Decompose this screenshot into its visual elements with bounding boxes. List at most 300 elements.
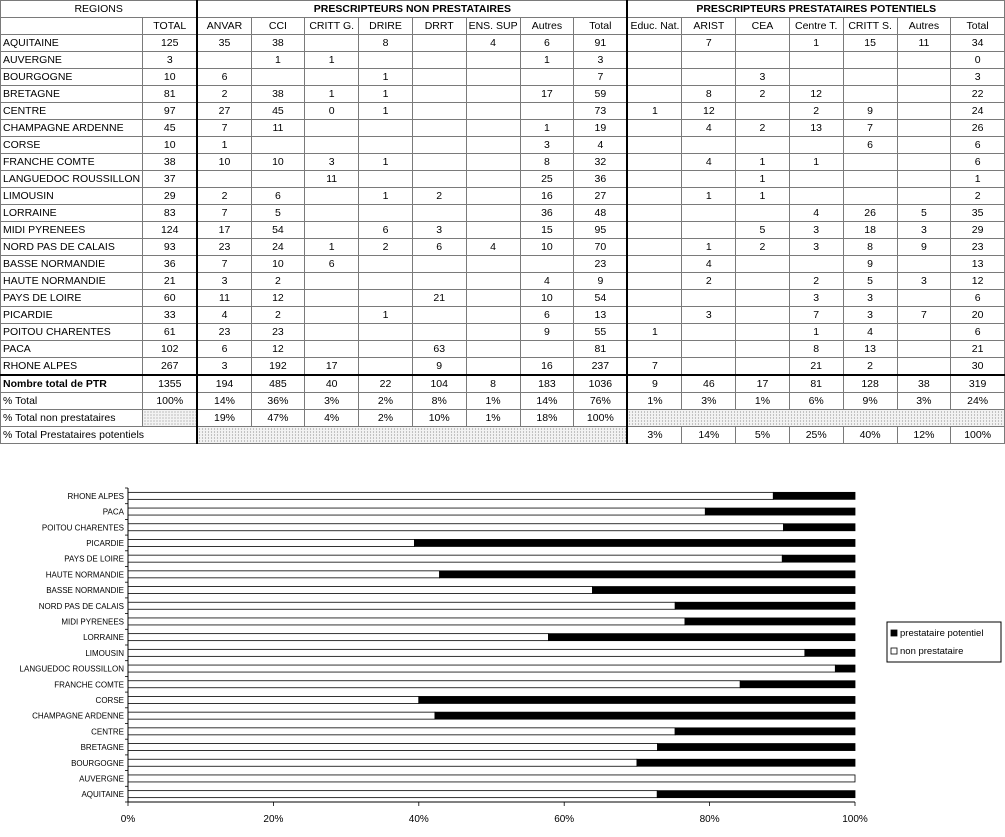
x-tick-label: 0% <box>120 814 136 825</box>
total-cell: 61 <box>143 324 198 341</box>
value-cell: 8 <box>843 239 897 256</box>
total-cell: 83 <box>143 205 198 222</box>
region-name-cell: HAUTE NORMANDIE <box>1 273 143 290</box>
value-cell: 17 <box>520 86 574 103</box>
column-header-pp: Educ. Nat. <box>627 18 682 35</box>
table-row <box>1 307 1005 324</box>
value-cell: 100% <box>574 410 628 427</box>
total-cell: 10 <box>143 137 198 154</box>
value-cell: 4 <box>466 239 520 256</box>
category-label: BOURGOGNE <box>71 758 124 768</box>
table-row <box>1 35 1005 52</box>
value-cell: 7 <box>682 35 736 52</box>
bar-non-prestataire <box>128 539 414 546</box>
bar-non-prestataire <box>128 696 419 703</box>
value-cell: 2 <box>736 120 790 137</box>
value-cell: 8 <box>466 375 520 393</box>
value-cell: 6 <box>951 154 1005 171</box>
value-cell: 9 <box>412 358 466 376</box>
value-cell: 12 <box>789 86 843 103</box>
value-cell <box>736 324 790 341</box>
value-cell: 10 <box>197 154 251 171</box>
bar-non-prestataire <box>128 618 685 625</box>
bar-non-prestataire <box>128 681 740 688</box>
value-cell: 54 <box>574 290 628 307</box>
value-cell <box>627 52 682 69</box>
value-cell: 9 <box>627 375 682 393</box>
value-cell <box>789 69 843 86</box>
value-cell: 27 <box>574 188 628 205</box>
value-cell <box>682 205 736 222</box>
value-cell: 1 <box>951 171 1005 188</box>
table-row <box>1 341 1005 358</box>
value-cell: 95 <box>574 222 628 239</box>
total-cell: 45 <box>143 120 198 137</box>
value-cell: 23 <box>197 324 251 341</box>
table-row <box>1 120 1005 137</box>
value-cell <box>520 69 574 86</box>
value-cell: 46 <box>682 375 736 393</box>
value-cell <box>466 137 520 154</box>
total-cell: 33 <box>143 307 198 324</box>
value-cell: 1 <box>359 86 413 103</box>
legend-swatch-prestataire-potentiel <box>891 630 897 636</box>
value-cell <box>627 137 682 154</box>
legend-label: prestataire potentiel <box>900 628 984 639</box>
bar-prestataire-potentiel <box>805 649 855 656</box>
value-cell: 35 <box>197 35 251 52</box>
value-cell: 4 <box>843 324 897 341</box>
value-cell: 11 <box>897 35 951 52</box>
value-cell <box>305 273 359 290</box>
region-name-cell: NORD PAS DE CALAIS <box>1 239 143 256</box>
value-cell: 104 <box>412 375 466 393</box>
value-cell: 40% <box>843 427 897 444</box>
value-cell <box>627 307 682 324</box>
category-label: AQUITAINE <box>81 790 124 800</box>
value-cell: 2% <box>359 393 413 410</box>
value-cell <box>466 171 520 188</box>
value-cell <box>897 256 951 273</box>
value-cell: 24 <box>251 239 305 256</box>
bar-non-prestataire <box>128 571 440 578</box>
value-cell: 5 <box>251 205 305 222</box>
value-cell <box>412 137 466 154</box>
column-header-np: Autres <box>520 18 574 35</box>
value-cell <box>466 205 520 222</box>
value-cell <box>897 188 951 205</box>
bar-non-prestataire <box>128 587 592 594</box>
value-cell: 38 <box>897 375 951 393</box>
value-cell: 22 <box>359 375 413 393</box>
value-cell: 6 <box>251 188 305 205</box>
value-cell: 1% <box>627 393 682 410</box>
table-row <box>1 154 1005 171</box>
bar-prestataire-potentiel <box>685 618 855 625</box>
total-cell: 3 <box>143 52 198 69</box>
value-cell: 63 <box>412 341 466 358</box>
column-header-np: ENS. SUP <box>466 18 520 35</box>
value-cell: 6 <box>843 137 897 154</box>
value-cell <box>897 103 951 120</box>
value-cell: 24 <box>951 103 1005 120</box>
total-cell: 29 <box>143 188 198 205</box>
value-cell <box>897 324 951 341</box>
value-cell: 81 <box>789 375 843 393</box>
table-row <box>1 137 1005 154</box>
value-cell: 3 <box>897 273 951 290</box>
value-cell <box>897 52 951 69</box>
table-row <box>1 103 1005 120</box>
bar-prestataire-potentiel <box>548 634 855 641</box>
value-cell: 1 <box>197 137 251 154</box>
total-column-header: TOTAL <box>143 18 198 35</box>
value-cell <box>736 290 790 307</box>
value-cell: 9 <box>897 239 951 256</box>
value-cell: 0 <box>951 52 1005 69</box>
column-header-np: DRIRE <box>359 18 413 35</box>
value-cell: 6 <box>951 324 1005 341</box>
value-cell: 40 <box>305 375 359 393</box>
value-cell <box>251 137 305 154</box>
value-cell <box>897 120 951 137</box>
percent-total-row <box>1 393 1005 410</box>
value-cell: 6 <box>359 222 413 239</box>
value-cell: 7 <box>197 120 251 137</box>
value-cell <box>627 222 682 239</box>
value-cell: 21 <box>951 341 1005 358</box>
value-cell: 1 <box>359 307 413 324</box>
value-cell <box>897 290 951 307</box>
value-cell: 32 <box>574 154 628 171</box>
value-cell: 1% <box>466 393 520 410</box>
value-cell <box>359 341 413 358</box>
value-cell <box>736 256 790 273</box>
value-cell <box>412 103 466 120</box>
value-cell <box>736 103 790 120</box>
value-cell: 2 <box>251 273 305 290</box>
value-cell: 59 <box>574 86 628 103</box>
table-row <box>1 52 1005 69</box>
value-cell <box>682 341 736 358</box>
value-cell <box>466 324 520 341</box>
bar-prestataire-potentiel <box>705 508 855 515</box>
value-cell: 5 <box>897 205 951 222</box>
value-cell: 192 <box>251 358 305 376</box>
value-cell: 12 <box>951 273 1005 290</box>
value-cell: 3 <box>951 69 1005 86</box>
column-header-pp: Centre T. <box>789 18 843 35</box>
category-label: BASSE NORMANDIE <box>46 586 124 596</box>
value-cell <box>412 307 466 324</box>
value-cell <box>736 307 790 324</box>
column-header-np: Total <box>574 18 628 35</box>
value-cell: 48 <box>574 205 628 222</box>
value-cell: 4 <box>682 154 736 171</box>
table-row <box>1 239 1005 256</box>
value-cell: 9% <box>843 393 897 410</box>
bar-non-prestataire <box>128 775 855 782</box>
value-cell: 38 <box>251 35 305 52</box>
column-header-pp: ARIST <box>682 18 736 35</box>
total-cell: 125 <box>143 35 198 52</box>
value-cell: 10% <box>412 410 466 427</box>
value-cell <box>412 154 466 171</box>
value-cell: 2 <box>359 239 413 256</box>
value-cell <box>682 52 736 69</box>
value-cell: 6 <box>520 35 574 52</box>
bar-prestataire-potentiel <box>773 492 855 499</box>
total-cell: 10 <box>143 69 198 86</box>
value-cell <box>466 120 520 137</box>
bar-prestataire-potentiel <box>783 524 855 531</box>
table-row <box>1 69 1005 86</box>
value-cell: 36 <box>520 205 574 222</box>
value-cell: 9 <box>574 273 628 290</box>
value-cell <box>843 86 897 103</box>
bar-non-prestataire <box>128 744 658 751</box>
value-cell <box>359 171 413 188</box>
region-name-cell: PICARDIE <box>1 307 143 324</box>
bar-prestataire-potentiel <box>675 728 855 735</box>
value-cell: 2 <box>951 188 1005 205</box>
value-cell <box>682 358 736 376</box>
total-cell: 1355 <box>143 375 198 393</box>
value-cell: 3 <box>520 137 574 154</box>
region-name-cell: BOURGOGNE <box>1 69 143 86</box>
value-cell: 55 <box>574 324 628 341</box>
value-cell: 1 <box>736 188 790 205</box>
value-cell: 1 <box>305 239 359 256</box>
category-label: CHAMPAGNE ARDENNE <box>32 711 124 721</box>
value-cell: 17 <box>736 375 790 393</box>
value-cell <box>736 273 790 290</box>
value-cell <box>466 69 520 86</box>
table-row <box>1 256 1005 273</box>
hatched-cell <box>627 410 1004 427</box>
value-cell: 76% <box>574 393 628 410</box>
value-cell <box>627 205 682 222</box>
value-cell: 4 <box>682 120 736 137</box>
bar-non-prestataire <box>128 555 782 562</box>
value-cell: 14% <box>197 393 251 410</box>
value-cell: 18% <box>520 410 574 427</box>
value-cell <box>412 205 466 222</box>
column-header-np: CCI <box>251 18 305 35</box>
value-cell: 25% <box>789 427 843 444</box>
bar-prestataire-potentiel <box>419 696 855 703</box>
value-cell <box>305 222 359 239</box>
value-cell <box>897 154 951 171</box>
value-cell: 35 <box>951 205 1005 222</box>
value-cell <box>736 52 790 69</box>
value-cell: 7 <box>197 256 251 273</box>
region-name-cell: LORRAINE <box>1 205 143 222</box>
value-cell <box>627 35 682 52</box>
value-cell: 70 <box>574 239 628 256</box>
value-cell <box>466 256 520 273</box>
category-label: FRANCHE COMTE <box>54 680 124 690</box>
value-cell: 485 <box>251 375 305 393</box>
value-cell: 17 <box>305 358 359 376</box>
column-header-pp: CEA <box>736 18 790 35</box>
value-cell: 10 <box>251 256 305 273</box>
value-cell: 73 <box>574 103 628 120</box>
value-cell: 3 <box>789 239 843 256</box>
percent-total-label: % Total <box>1 393 143 410</box>
total-cell: 102 <box>143 341 198 358</box>
value-cell: 13 <box>951 256 1005 273</box>
value-cell: 27 <box>197 103 251 120</box>
table-row <box>1 273 1005 290</box>
total-cell: 37 <box>143 171 198 188</box>
value-cell: 14% <box>682 427 736 444</box>
value-cell <box>843 52 897 69</box>
value-cell: 17 <box>197 222 251 239</box>
value-cell: 3 <box>197 358 251 376</box>
bar-non-prestataire <box>128 791 657 798</box>
value-cell <box>682 69 736 86</box>
value-cell <box>412 69 466 86</box>
value-cell <box>736 35 790 52</box>
value-cell: 1% <box>466 410 520 427</box>
region-name-cell: CORSE <box>1 137 143 154</box>
value-cell <box>627 188 682 205</box>
value-cell <box>627 341 682 358</box>
value-cell: 3 <box>412 222 466 239</box>
value-cell <box>359 52 413 69</box>
value-cell: 183 <box>520 375 574 393</box>
value-cell <box>305 341 359 358</box>
bar-prestataire-potentiel <box>835 665 855 672</box>
value-cell <box>627 69 682 86</box>
value-cell: 7 <box>843 120 897 137</box>
category-label: CORSE <box>95 695 124 705</box>
value-cell <box>627 171 682 188</box>
value-cell: 30 <box>951 358 1005 376</box>
value-cell: 45 <box>251 103 305 120</box>
bar-prestataire-potentiel <box>740 681 855 688</box>
value-cell <box>412 256 466 273</box>
bar-prestataire-potentiel <box>440 571 855 578</box>
bar-non-prestataire <box>128 634 548 641</box>
stacked-bar-chart <box>0 478 1005 837</box>
bar-non-prestataire <box>128 508 705 515</box>
legend-label: non prestataire <box>900 646 964 657</box>
value-cell: 13 <box>843 341 897 358</box>
value-cell: 12% <box>897 427 951 444</box>
category-label: AUVERGNE <box>79 774 124 784</box>
header-row-columns <box>1 18 1005 35</box>
region-name-cell: RHONE ALPES <box>1 358 143 376</box>
value-cell: 1 <box>789 154 843 171</box>
category-label: HAUTE NORMANDIE <box>45 570 124 580</box>
value-cell <box>789 256 843 273</box>
total-cell: 267 <box>143 358 198 376</box>
value-cell: 2 <box>843 358 897 376</box>
hatched-cell <box>197 427 627 444</box>
value-cell: 1 <box>682 188 736 205</box>
value-cell: 128 <box>843 375 897 393</box>
x-tick-label: 40% <box>408 814 429 825</box>
value-cell: 19% <box>197 410 251 427</box>
column-header-np: CRITT G. <box>305 18 359 35</box>
regions-header: REGIONS <box>1 1 198 18</box>
value-cell: 15 <box>520 222 574 239</box>
value-cell <box>627 256 682 273</box>
value-cell: 2 <box>682 273 736 290</box>
bar-prestataire-potentiel <box>435 712 855 719</box>
value-cell <box>520 341 574 358</box>
value-cell: 4 <box>682 256 736 273</box>
region-name-cell: LANGUEDOC ROUSSILLON <box>1 171 143 188</box>
value-cell: 6 <box>951 137 1005 154</box>
value-cell <box>627 273 682 290</box>
bar-non-prestataire <box>128 665 835 672</box>
region-name-cell: PACA <box>1 341 143 358</box>
value-cell <box>897 86 951 103</box>
value-cell: 8 <box>520 154 574 171</box>
value-cell <box>682 171 736 188</box>
value-cell: 8 <box>682 86 736 103</box>
value-cell: 91 <box>574 35 628 52</box>
table-row <box>1 205 1005 222</box>
value-cell: 10 <box>251 154 305 171</box>
value-cell <box>359 273 413 290</box>
value-cell <box>359 256 413 273</box>
value-cell <box>897 341 951 358</box>
legend-swatch-non-prestataire <box>891 648 897 654</box>
value-cell <box>412 120 466 137</box>
value-cell: 18 <box>843 222 897 239</box>
group-header-non-prestataires: PRESCRIPTEURS NON PRESTATAIRES <box>197 1 627 18</box>
value-cell: 7 <box>627 358 682 376</box>
value-cell <box>736 358 790 376</box>
hatched-cell <box>143 410 198 427</box>
value-cell: 4% <box>305 410 359 427</box>
value-cell <box>682 137 736 154</box>
bar-prestataire-potentiel <box>782 555 855 562</box>
percent-pp-label: % Total Prestataires potentiels <box>1 427 198 444</box>
table-row <box>1 171 1005 188</box>
value-cell: 3 <box>789 290 843 307</box>
bar-non-prestataire <box>128 759 637 766</box>
value-cell <box>843 69 897 86</box>
value-cell: 2 <box>736 86 790 103</box>
value-cell: 3 <box>843 307 897 324</box>
value-cell: 6 <box>305 256 359 273</box>
value-cell <box>466 358 520 376</box>
value-cell <box>305 35 359 52</box>
value-cell <box>843 188 897 205</box>
total-cell: 93 <box>143 239 198 256</box>
value-cell: 1 <box>251 52 305 69</box>
totals-row <box>1 375 1005 393</box>
value-cell: 1 <box>736 154 790 171</box>
value-cell <box>466 52 520 69</box>
table-row <box>1 188 1005 205</box>
value-cell: 6 <box>412 239 466 256</box>
value-cell <box>897 137 951 154</box>
value-cell: 4 <box>466 35 520 52</box>
value-cell <box>305 324 359 341</box>
value-cell: 8 <box>359 35 413 52</box>
column-header-np: DRRT <box>412 18 466 35</box>
value-cell: 1036 <box>574 375 628 393</box>
value-cell: 6% <box>789 393 843 410</box>
x-tick-label: 100% <box>842 814 868 825</box>
value-cell <box>359 358 413 376</box>
